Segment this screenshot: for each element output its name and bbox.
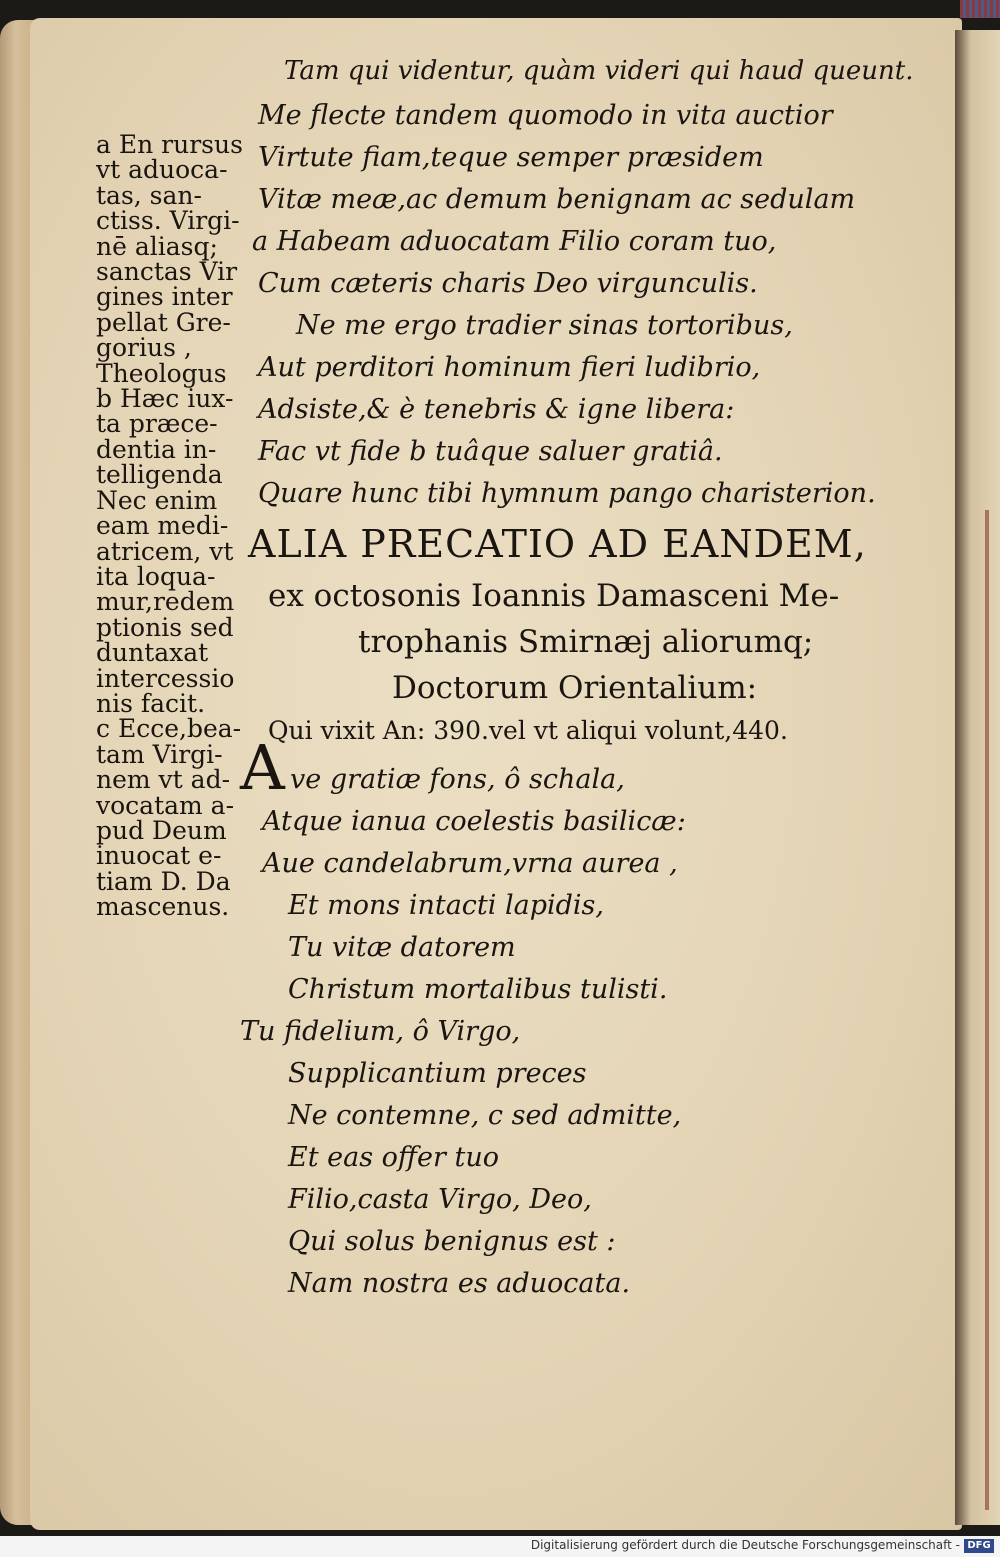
section-date-line: Qui vixit An: 390.vel vt aliqui volunt,440. bbox=[268, 716, 788, 745]
margin-note-line: mur,redem bbox=[96, 587, 235, 617]
margin-notes bbox=[96, 132, 246, 920]
verse-line: a Habeam aduocatam Filio coram tuo, bbox=[252, 226, 777, 257]
section-subtitle-line: ex octosonis Ioannis Damasceni Me- bbox=[268, 578, 840, 614]
margin-note-line: Theologus bbox=[96, 358, 227, 388]
section-subtitle-line: Doctorum Orientalium: bbox=[392, 670, 758, 706]
verse-line: Qui solus benignus est : bbox=[288, 1226, 616, 1257]
verse-line: Quare hunc tibi hymnum pango charisterion. bbox=[258, 478, 876, 509]
verse-line: Vitæ meæ,ac demum benignam ac sedulam bbox=[258, 184, 856, 215]
margin-note-line: ctiss. Virgi- bbox=[96, 206, 240, 236]
footer-credit: Digitalisierung gefördert durch die Deutsche Forschungsgemeinschaft - bbox=[530, 1538, 960, 1552]
verse-line: Cum cæteris charis Deo virgunculis. bbox=[258, 268, 758, 299]
margin-note-line: ptionis sed bbox=[96, 612, 234, 642]
verse-line: Virtute fiam,teque semper præsidem bbox=[258, 142, 764, 173]
margin-note-line: mascenus. bbox=[96, 892, 230, 922]
verse-line: Et eas offer tuo bbox=[288, 1142, 500, 1173]
verse-line: Aut perditori hominum fieri ludibrio, bbox=[258, 352, 761, 383]
verse-line: Christum mortalibus tulisti. bbox=[288, 974, 668, 1005]
margin-note-line: vocatam a- bbox=[96, 790, 235, 820]
margin-note-line: nē aliasq; bbox=[96, 231, 218, 261]
margin-note-line: telligenda bbox=[96, 460, 223, 490]
section-subtitle-line: trophanis Smirnæj aliorumq; bbox=[358, 624, 814, 660]
margin-note-line: c Ecce,bea- bbox=[96, 714, 242, 744]
margin-note-line: nem vt ad- bbox=[96, 765, 231, 795]
margin-note-line: ta præce- bbox=[96, 409, 218, 439]
binding-top bbox=[960, 0, 1000, 18]
margin-note-line: nis facit. bbox=[96, 688, 206, 718]
verse-line: Me flecte tandem quomodo in vita auctior bbox=[258, 100, 833, 131]
verse-line: Filio,casta Virgo, Deo, bbox=[288, 1184, 592, 1215]
margin-note-line: vt aduoca- bbox=[96, 155, 228, 185]
verse-line: Tam qui videntur, quàm videri qui haud queunt. bbox=[284, 56, 914, 86]
margin-note-line: tas, san- bbox=[96, 180, 202, 210]
margin-note-line: inuocat e- bbox=[96, 841, 222, 871]
margin-note-line: tam Virgi- bbox=[96, 739, 223, 769]
verse-line: Ne me ergo tradier sinas tortoribus, bbox=[296, 310, 793, 341]
facing-page-rule bbox=[985, 510, 989, 1510]
verse-line: Aue candelabrum,vrna aurea , bbox=[262, 848, 678, 879]
margin-note-line: gorius , bbox=[96, 333, 192, 363]
verse-line: Tu vitæ datorem bbox=[288, 932, 516, 963]
margin-note-line: ita loqua- bbox=[96, 561, 216, 591]
margin-note-line: atricem, vt bbox=[96, 536, 234, 566]
margin-note-line: pellat Gre- bbox=[96, 307, 231, 337]
drop-cap: A bbox=[240, 731, 285, 804]
verse-line: Supplicantium preces bbox=[288, 1058, 587, 1089]
verse-line: ve gratiæ fons, ô schala, bbox=[290, 764, 625, 795]
verse-line: Nam nostra es aduocata. bbox=[288, 1268, 631, 1299]
dfg-logo: DFG bbox=[964, 1539, 994, 1553]
margin-note-line: intercessio bbox=[96, 663, 235, 693]
verse-line: Fac vt fide b tuâque saluer gratiâ. bbox=[258, 436, 723, 467]
verse-line: Tu fidelium, ô Virgo, bbox=[240, 1016, 521, 1047]
verse-line: Et mons intacti lapidis, bbox=[288, 890, 604, 921]
verse-line: Ne contemne, c sed admitte, bbox=[288, 1100, 682, 1131]
section-title: ALIA PRECATIO AD EANDEM, bbox=[248, 522, 867, 566]
margin-note-line: Nec enim bbox=[96, 485, 218, 515]
margin-note-line: eam medi- bbox=[96, 511, 229, 541]
margin-note-line: sanctas Vir bbox=[96, 257, 238, 287]
margin-note-line: gines inter bbox=[96, 282, 233, 312]
verse-line: Atque ianua coelestis basilicæ: bbox=[262, 806, 686, 837]
margin-note-line: b Hæc iux- bbox=[96, 384, 234, 414]
facing-page-edge bbox=[955, 30, 1000, 1525]
footer-bar bbox=[0, 1536, 1000, 1557]
margin-note-line: duntaxat bbox=[96, 638, 209, 668]
verse-line: Adsiste,& è tenebris & igne libera: bbox=[258, 394, 735, 425]
margin-note-line: dentia in- bbox=[96, 434, 217, 464]
margin-note-line: pud Deum bbox=[96, 815, 227, 845]
margin-note-line: tiam D. Da bbox=[96, 866, 231, 896]
margin-note-line: a En rursus bbox=[96, 130, 243, 159]
